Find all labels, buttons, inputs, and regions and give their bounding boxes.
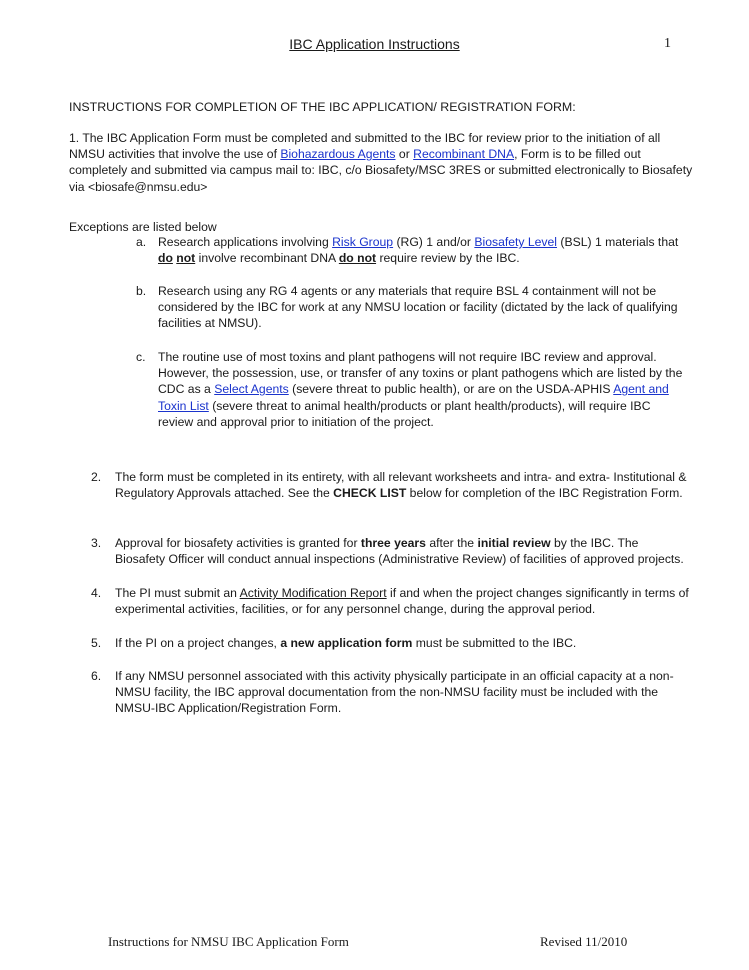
item-2-text — [115, 469, 691, 501]
risk-group-link[interactable]: Risk Group — [332, 235, 394, 249]
text-span: Research applications involving — [158, 235, 333, 249]
exception-b — [136, 283, 686, 332]
text-span: if and when the project changes significantly in terms of experimental activities, facilities, or for any personnel change, during the approval period. — [115, 586, 689, 617]
section-heading: INSTRUCTIONS FOR COMPLETION OF THE IBC APPLICATION/ REGISTRATION FORM: — [69, 100, 576, 114]
instruction-item-4 — [91, 585, 691, 617]
instruction-item-5 — [91, 635, 691, 651]
item-6-text: If any NMSU personnel associated with this activity physically participate in an official capacity at a non-NMSU facility, the IBC approval documentation from the non-NMSU facility must be included with the NMSU-IBC Application/Registration Form. — [115, 669, 674, 716]
page-number: 1 — [664, 36, 671, 51]
biohazardous-agents-link[interactable]: Biohazardous Agents — [280, 147, 396, 162]
text-span: (severe threat to animal health/products or plant health/products), will require IBC review and approval prior to initiation of the project. — [158, 398, 651, 429]
recombinant-dna-link[interactable]: Recombinant DNA — [413, 147, 515, 162]
text-span: (BSL) 1 materials that — [557, 235, 679, 249]
emphasis-do-not: do not — [338, 251, 377, 266]
emphasis-new-application-form: a new application form — [280, 636, 413, 650]
list-marker: 2. — [91, 470, 102, 484]
header-title: IBC Application Instructions — [289, 36, 460, 52]
item-1-text-rest: , Form is to be filled out completely and submitted via campus mail to: IBC, c/o Biosafety/MSC 3RES or submitted electronically to Biosafety via <biosafe@nmsu.edu> — [69, 147, 693, 194]
text-span: (RG) 1 and/or — [393, 235, 475, 249]
text-span: (severe threat to public health), or are on the USDA-APHIS — [288, 382, 614, 397]
footer-title: Instructions for NMSU IBC Application Form — [108, 934, 349, 949]
text-span: The PI must submit an — [115, 586, 240, 600]
item-1-text: 1. The IBC Application Form must be completed and submitted to the IBC for review prior to the initiation of all NMSU activities that involve the use of — [69, 131, 661, 162]
emphasis-initial-review: initial review — [477, 536, 551, 550]
emphasis-not: not — [176, 251, 196, 266]
biosafety-level-link[interactable]: Biosafety Level — [474, 235, 558, 249]
check-list-link[interactable]: CHECK LIST — [333, 486, 407, 501]
instruction-item-3 — [91, 535, 691, 567]
text-span: require review by the IBC. — [376, 251, 520, 266]
list-marker: a. — [136, 235, 147, 249]
exception-c-text — [158, 349, 686, 430]
exception-a — [136, 234, 686, 266]
list-marker: 4. — [91, 586, 102, 600]
instruction-item-6 — [91, 668, 691, 717]
agent-toxin-list-link[interactable]: Agent and Toxin List — [158, 382, 669, 413]
footer-revision: Revised 11/2010 — [540, 934, 628, 949]
item-5-text — [115, 635, 691, 651]
exception-b-text: Research using any RG 4 agents or any materials that require BSL 4 containment will not be considered by the IBC for work at any NMSU location or facility (dictated by the lack of qualifying facilities at NMSU). — [158, 284, 678, 331]
list-marker: 5. — [91, 636, 102, 650]
text-span: must be submitted to the IBC. — [412, 636, 577, 650]
text-span: below for completion of the IBC Registration Form. — [406, 486, 683, 501]
activity-modification-report-link[interactable]: Activity Modification Report — [239, 586, 387, 600]
text-span: Approval for biosafety activities is granted for — [115, 536, 361, 550]
list-marker: c. — [136, 350, 146, 364]
select-agents-link[interactable]: Select Agents — [214, 382, 289, 397]
list-marker: b. — [136, 284, 147, 298]
item-4-text — [115, 585, 691, 617]
emphasis-three-years: three years — [360, 536, 426, 550]
text-span: The routine use of most toxins and plant pathogens will not require IBC review and approval. However, the possession, use, or transfer of any toxins or plant pathogens which are listed by the CDC as a — [158, 350, 683, 397]
exceptions-label: Exceptions are listed below — [69, 220, 217, 234]
text-span: If the PI on a project changes, — [115, 636, 281, 650]
list-marker: 3. — [91, 536, 102, 550]
exception-c — [136, 349, 686, 430]
item-1-text-or: or — [395, 147, 414, 162]
list-marker: 6. — [91, 669, 102, 683]
item-3-text — [115, 535, 691, 567]
instruction-item-2 — [91, 469, 691, 501]
text-span: by the IBC. The Biosafety Officer will conduct annual inspections (Administrative Review) of facilities of approved projects. — [115, 536, 684, 567]
text-span: The form must be completed in its entirety, with all relevant worksheets and intra- and extra- Institutional & Regulatory Approvals attached. See the — [115, 470, 687, 501]
text-span: after the — [425, 536, 478, 550]
exception-a-text — [158, 234, 686, 266]
instruction-item-1 — [69, 130, 694, 195]
emphasis-do: do — [158, 251, 173, 266]
text-span: involve recombinant DNA — [195, 251, 339, 266]
